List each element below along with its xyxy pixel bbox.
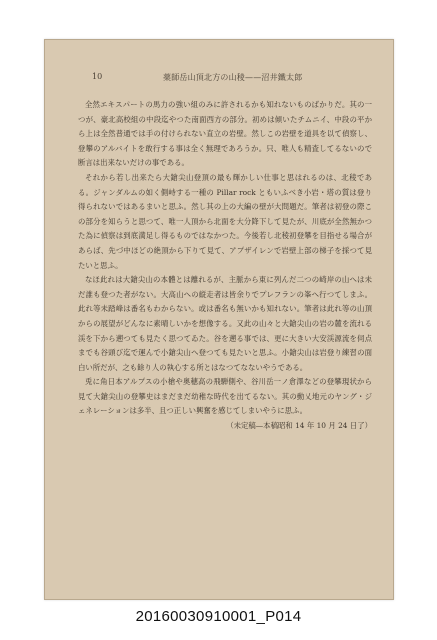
document-page [44,39,394,600]
body-text [78,98,372,434]
paragraph-4 [78,375,372,431]
paragraph-4-text: 兎に角日本アルプスの小槍や奥穂高の飛騨側や、谷川岳一ノ倉澤などの登攀現状から見て大鎗尖山の登攀史はまだまだ幼稚な時代を出てるない。其の動乂地元のヤング・ジェネレーションは多半、且つ正しい興奮を感じてしまいやうに思ふ。 [78,377,372,416]
running-head: 薬師岳山頂北方の山稜——沼井鐵太郎 [163,73,303,82]
page-number: 10 [92,72,103,81]
paragraph-2: それから若し出来たら大鎗尖山登頂の最も輝かしい仕事と思はれるのは、北稜である。ジャンダルムの如く側峙する一種の Pillar rock ともいふべき小岩・塔の質は登り得られないではあるまいと思ふ。然し其の上の大編の壁が大問題だ。筆者は初登の際この部分を知らうと思つて、唯一人頂から北面を大分降下して見たが、川底が全然無かつた為に偵察は到底満足し得るものではなかつた。今後若し北稜初登攀を目指せる場合があらば、先づ中ほどの絶頂から下りて見て、アプザイレンで岩壁上部の梯子を採つて見たいと思ふ。 [78,172,372,270]
closing-note: （未定稿—本稿昭和 14 年 10 月 24 日了） [226,421,372,431]
paragraph-3: なほ此れは大鎗尖山の本體とは離れるが、主脈から東に列んだ二つの崎岸の山へは未だ誰も登つた者がない。大高山への縦走者は皆余りでプレフランの峯へ行つてしまふ。此れ等未踏峰は番名もわからない。或は番名も無いかも知れない。筆者は此れ等の山頂からの展望がどんなに素晴しいかを想像する。又此の山々と大鎗尖山の岩の麓を流れる渓を下から遡つても見たく思つてゐた。谷を遡る事では、更に大きい大安渓源流を伺点までも谷頭び迄で運んで小鎗尖山へ登つても見たいと思ふ。小鎗尖山は岩登り練習の面白い所だが、之も餘り人の執心する所とはなつてなないやうである。 [78,275,372,372]
paragraph-1: 全然エキスパートの馬力の強い組のみに許されるかも知れないものばかりだ。其の一つが、豪北高校組の中段迄やつた南面西方の部分。初めは傾いたチムニイ、中段の平から上は全然普通では手の付けられない直立の岩壁。然しこの岩壁を道具を以て偵察し、登攀のアルバイトを敢行する事は全く無理であろうか。只、唯人も精査してるないので断言は出来ないだけの事である。 [78,100,372,168]
archive-id-caption: 20160030910001_P014 [135,608,302,625]
